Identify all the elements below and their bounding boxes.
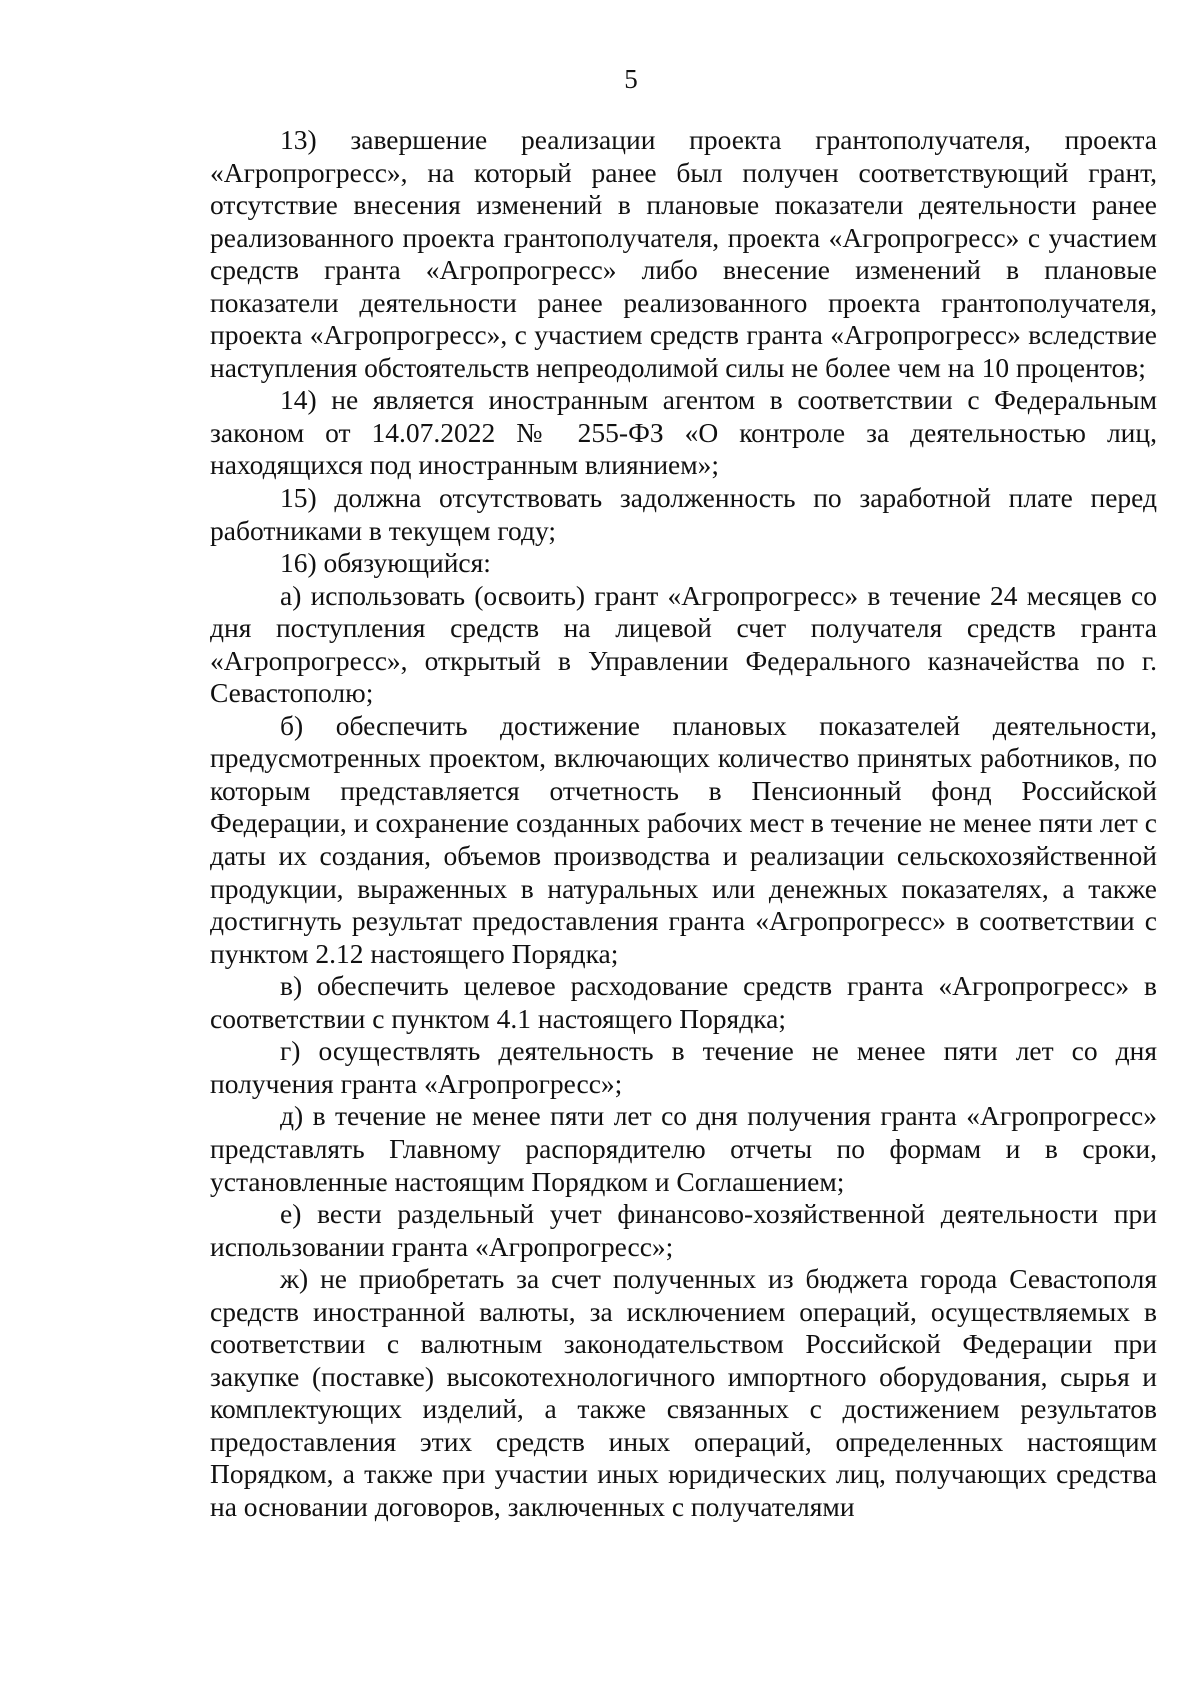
subparagraph-g: г) осуществлять деятельность в течение не менее пяти лет со дня получения гранта «Агропрогресс»;: [210, 1035, 1157, 1099]
document-body: [210, 124, 1157, 1524]
subparagraph-b: б) обеспечить достижение плановых показателей деятельности, предусмотренных проектом, включающих количество принятых работников, по которым представляется отчетность в Пенсионный фонд Российской Федерации, и сохранение созданных рабочих мест в течение не менее пяти лет с даты их создания, объемов производства и реализации сельскохозяйственной продукции, выраженных в натуральных или денежных показателях, а также достигнуть результат предоставления гранта «Агропрогресс» в соответствии с пунктом 2.12 настоящего Порядка;: [210, 709, 1157, 969]
paragraph-item-13: 13) завершение реализации проекта грантополучателя, проекта «Агропрогресс», на который ранее был получен соответствующий грант, отсутствие внесения изменений в плановые показатели деятельности ранее реализованного проекта грантополучателя, проекта «Агропрогресс» с участием средств гранта «Агропрогресс» либо внесение изменений в плановые показатели деятельности ранее реализованного проекта грантополучателя, проекта «Агропрогресс», с участием средств гранта «Агропрогресс» вследствие наступления обстоятельств непреодолимой силы не более чем на 10 процентов;: [210, 124, 1157, 383]
subparagraph-a: а) использовать (освоить) грант «Агропрогресс» в течение 24 месяцев со дня поступления средств на лицевой счет получателя средств гранта «Агропрогресс», открытый в Управлении Федерального казначейства по г. Севастополю;: [210, 579, 1157, 709]
subparagraph-e: е) вести раздельный учет финансово-хозяйственной деятельности при использовании гранта «Агропрогресс»;: [210, 1198, 1157, 1262]
subparagraph-zh: ж) не приобретать за счет полученных из бюджета города Севастополя средств иностранной валюты, за исключением операций, осуществляемых в соответствии с валютным законодательством Российской Федерации при закупке (поставке) высокотехнологичного импортного оборудования, сырья и комплектующих изделий, а также связанных с достижением результатов предоставления этих средств иных операций, определенных настоящим Порядком, а также при участии иных юридических лиц, получающих средства на основании договоров, заключенных с получателями: [210, 1263, 1157, 1522]
paragraph-item-15: 15) должна отсутствовать задолженность по заработной плате перед работниками в текущем году;: [210, 482, 1157, 546]
page-number: 5: [624, 64, 638, 94]
subparagraph-v: в) обеспечить целевое расходование средств гранта «Агропрогресс» в соответствии с пунктом 4.1 настоящего Порядка;: [210, 970, 1157, 1034]
paragraph-item-14: 14) не является иностранным агентом в соответствии с Федеральным законом от 14.07.2022 № 255-ФЗ «О контроле за деятельностью лиц, находящихся под иностранным влиянием»;: [210, 384, 1157, 481]
paragraph-item-16: 16) обязующийся:: [280, 547, 491, 579]
subparagraph-d: д) в течение не менее пяти лет со дня получения гранта «Агропрогресс» представлять Главному распорядителю отчеты по формам и в сроки, установленные настоящим Порядком и Соглашением;: [210, 1100, 1157, 1197]
